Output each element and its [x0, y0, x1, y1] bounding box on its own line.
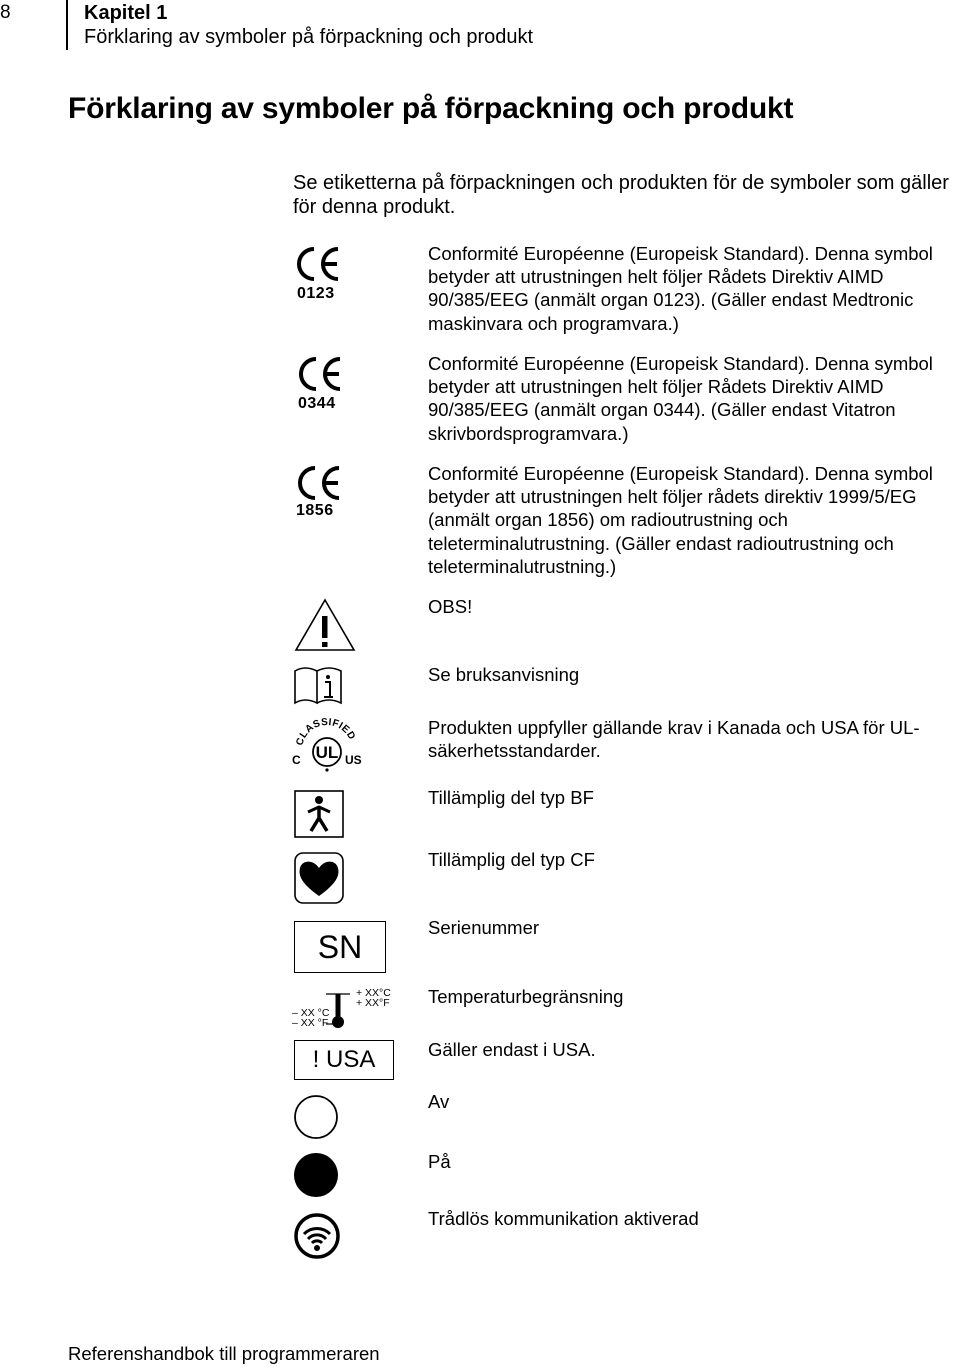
symbol-description: På	[428, 1151, 451, 1172]
temp-upper-f: + XX°F	[356, 997, 390, 1009]
ce-mark-icon	[294, 355, 346, 393]
temp-lower-f: – XX °F	[292, 1017, 329, 1029]
off-circle-icon	[293, 1094, 339, 1140]
symbol-description: Trådlös kommunikation aktiverad	[428, 1208, 699, 1229]
ce-mark-icon	[293, 464, 345, 502]
footer-text: Referenshandbok till programmeraren	[68, 1343, 380, 1364]
notified-body-code: 1856	[296, 502, 334, 519]
type-cf-heart-icon	[294, 852, 344, 904]
ce-mark-icon	[292, 245, 344, 283]
symbol-description: Se bruksanvisning	[428, 664, 580, 685]
type-bf-icon	[294, 790, 344, 838]
header-divider	[66, 0, 68, 50]
wireless-icon	[293, 1212, 341, 1260]
notified-body-code: 0344	[298, 395, 336, 412]
symbol-description: Serienummer	[428, 917, 540, 938]
symbol-description: Gäller endast i USA.	[428, 1039, 596, 1060]
symbol-description: Temperaturbegränsning	[428, 986, 624, 1007]
symbol-description: OBS!	[428, 596, 473, 617]
on-circle-icon	[293, 1152, 339, 1198]
usa-only-icon: ! USA	[294, 1040, 394, 1080]
svg-text:US: US	[345, 753, 362, 767]
serial-number-icon: SN	[294, 921, 386, 973]
warning-triangle-icon	[294, 598, 356, 652]
page-title: Förklaring av symboler på förpackning och produkt	[68, 92, 794, 125]
symbol-description: Conformité Européenne (Europeisk Standard). Denna symbol betyder att utrustningen helt följer Rådets Direktiv AIMD 90/385/EEG (anmält organ 0344). (Gäller endast Vitatron skrivbordsprogramvara.)	[428, 353, 933, 444]
symbol-description: Conformité Européenne (Europeisk Standard). Denna symbol betyder att utrustningen helt följer rådets direktiv 1999/5/EG (anmält organ 1856) om radioutrustning och teleterminalutrustning. (Gäller endast radioutrustning och teleterminalutrustning.)	[428, 463, 933, 577]
notified-body-code: 0123	[297, 285, 335, 302]
chapter-title: Förklaring av symboler på förpackning och produkt	[84, 26, 534, 48]
page-number: 8	[0, 2, 11, 23]
chapter-label: Kapitel 1	[84, 2, 168, 24]
symbol-description: Tillämplig del typ CF	[428, 849, 595, 870]
svg-text:UL: UL	[315, 743, 339, 762]
symbol-description: Produkten uppfyller gällande krav i Kanada och USA för UL-säkerhetsstandarder.	[428, 717, 920, 762]
symbol-description: Tillämplig del typ BF	[428, 787, 594, 808]
symbol-description: Av	[428, 1091, 450, 1112]
info-book-icon	[293, 665, 343, 705]
svg-text:C: C	[292, 753, 301, 767]
temp-lower-c: – XX °C	[292, 1007, 330, 1019]
temp-upper-c: + XX°C	[356, 987, 391, 999]
symbol-description: Conformité Européenne (Europeisk Standard). Denna symbol betyder att utrustningen helt följer Rådets Direktiv AIMD 90/385/EEG (anmält organ 0123). (Gäller endast Medtronic maskinvara och programvara.)	[428, 243, 933, 334]
ul-classified-icon	[290, 716, 364, 774]
intro-text: Se etiketterna på förpackningen och produkten för de symboler som gäller för denna produkt.	[293, 172, 949, 218]
thermometer-icon	[326, 990, 350, 1030]
svg-text:CLASSIFIED: CLASSIFIED	[294, 716, 358, 747]
